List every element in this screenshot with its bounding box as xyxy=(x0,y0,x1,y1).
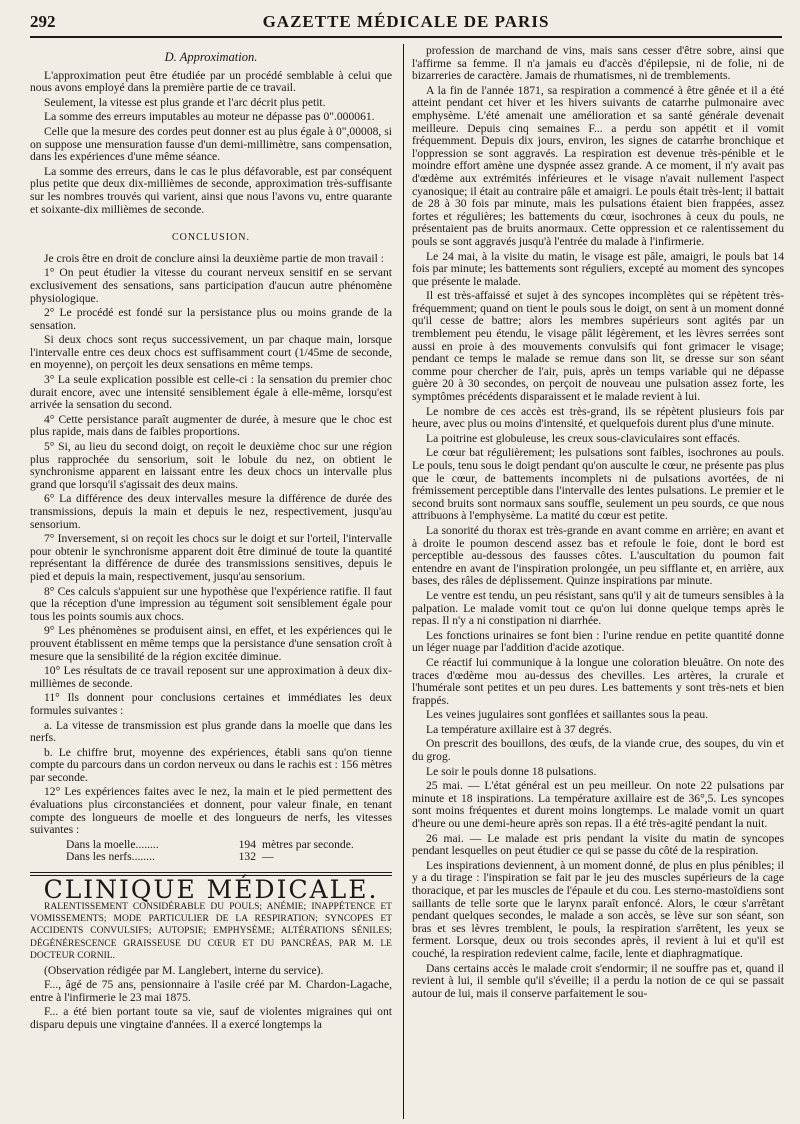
conclusion-paragraph: 1° On peut étudier la vitesse du courant nerveux sensitif en se servant exclusivement des sensations, sans participation d'aucun autre phénomène physiologique. xyxy=(30,266,392,305)
speed-label: Dans la moelle........ xyxy=(66,837,159,851)
intro-paragraph: La somme des erreurs, dans le cas le plus défavorable, est par conséquent plus petite que deux dix-millièmes de seconde, approximation très-suffisante sur les nombres trouvés qui varient, ainsi que nous l'avons vu, entre quarante et soixante-dix millièmes de seconde. xyxy=(30,164,392,216)
case-paragraph: Dans certains accès le malade croit s'endormir; il ne souffre pas et, quand il revient à lui, il semble qu'il s'éveille; il a perdu la notion de ce qui se passait autour de lui, mais il conserve parfaitement le sou- xyxy=(412,961,784,1000)
conclusion-paragraph: a. La vitesse de transmission est plus grande dans la moelle que dans les nerfs. xyxy=(30,718,392,745)
right-column xyxy=(412,45,784,1121)
right-column-text xyxy=(412,45,784,1000)
conclusion-paragraph: 3° La seule explication possible est celle-ci : la sensation du premier choc durait encore, avec une intensité sensiblement égale à elle-même, lorsqu'est arrivée la sensation du second. xyxy=(30,373,392,412)
case-paragraph: 25 mai. — L'état général est un peu meilleur. On note 22 pulsations par minute et 18 inspirations. La température axillaire est de 36°,5. Les syncopes sont moins fréquentes et durent moins longtemps. Le malade vomit un quart d'heure ou une demi-heure après son repas. Il a été très-agité pendant la nuit. xyxy=(412,779,784,831)
speed-table xyxy=(30,839,392,864)
case-paragraph: On prescrit des bouillons, des œufs, de la viande crue, des soupes, du vin et du grog. xyxy=(412,737,784,764)
case-paragraph: Les fonctions urinaires se font bien : l'urine rendue en petite quantité donne un léger nuage par l'addition d'acide azotique. xyxy=(412,628,784,655)
case-paragraph: F..., âgé de 75 ans, pensionnaire à l'asile créé par M. Chardon-Lagache, entre à l'infirmerie le 23 mai 1875. xyxy=(30,978,392,1004)
left-column xyxy=(30,45,392,1121)
intro-paragraph: L'approximation peut être étudiée par un procédé semblable à celui que nous avons employé dans la première partie de ce travail. xyxy=(30,68,392,95)
conclusion-paragraph: 4° Cette persistance paraît augmenter de durée, à mesure que le choc est plus rapide, mais dans de faibles proportions. xyxy=(30,412,392,439)
clinique-title: CLINIQUE MÉDICALE. xyxy=(43,875,379,905)
conclusion-paragraph: 11° Ils donnent pour conclusions certaines et immédiates les deux formules suivantes : xyxy=(30,691,392,717)
case-paragraph: 26 mai. — Le malade est pris pendant la visite du matin de syncopes pendant lesquelles on peut étudier ce qui se passe du côté de la respiration. xyxy=(412,831,784,858)
case-paragraph: Les inspirations deviennent, à un moment donné, de plus en plus pénibles; il y a du tirage : l'inspiration se fait par le jeu des muscles supérieurs de la cage thoracique, et par les muscles de l'épaule et du cou. Les sterno-mastoïdiens sont saillants de telle sorte que le larynx paraît enfoncé. Alors, le cœur s'arrêtant pendant quelques secondes, le malade a son accès, se lève sur son séant, son bras et ses lèvres tremblent, le pouls, la respiration s'arrêtent, les yeux se ferment. Lorsque, deux ou trois secondes après, il revient à lui et qu'il est couché, la respiration redevient calme, facile, lente et diaphragmatique. xyxy=(412,858,784,960)
case-paragraph: La température axillaire est à 37 degrés. xyxy=(426,722,612,736)
conclusion-paragraph: 8° Ces calculs s'appuient sur une hypothèse que l'expérience ratifie. Il faut que la réception d'une impression au tégument soit sensiblement égale pour tous les points soumis aux chocs. xyxy=(30,584,392,623)
case-paragraph: A la fin de l'année 1871, sa respiration a commencé à être gênée et il a été atteint pendant cet hiver et les hivers suivants de catarrhe pulmonaire avec emphysème. L'été amenait une amélioration et sa santé générale devenait meilleure. Depuis cinq semaines F... a perdu son appétit et il vomit fréquemment. Depuis dix jours, environ, les signes de catarrhe bronchique et l'oppression se sont aggravés. La respiration est devenue très-pénible et le moindre effort amène une dyspnée assez grande. A ce moment, il n'y avait pas d'œdème aux extrémités inférieures et le visage n'avait nullement l'aspect cyanosique; il était au contraire pâle et amaigri. Le pouls était très-lent; il battait de 28 à 30 fois par minute, mais les pulsations étaient bien frappées, assez fortes et régulières; les battements du cœur, isochrones à ceux du pouls, ne présentaient pas de bruits anormaux. Cette oppression et ce ralentissement du pouls se sont aggravés jusqu'à l'entrée du malade à l'infirmerie. xyxy=(412,83,784,248)
case-paragraph: Ce réactif lui communique à la longue une coloration bleuâtre. On note des traces d'œdème mou au-dessus des chevilles. Les artères, la crurale et l'humérale sont petites et un peu dures. Les battements y sont très-nets et bien frappés. xyxy=(412,655,784,707)
page-number: 292 xyxy=(30,12,56,31)
intro-paragraph: Celle que la mesure des cordes peut donner est au plus égale à 0",00008, si on suppose une mensuration fausse d'un demi-millimètre, sans compensation, dans les expériences d'une même séance. xyxy=(30,124,392,164)
case-text xyxy=(30,979,392,1031)
conclusion-heading: CONCLUSION. xyxy=(172,232,250,244)
conclusion-paragraph: 2° Le procédé est fondé sur la persistance plus ou moins grande de la sensation. xyxy=(30,306,392,332)
clinique-subtitle: RALENTISSEMENT CONSIDÉRABLE DU POULS; ANÉMIE; INAPPÉTENCE ET VOMISSEMENTS; MODE PARTICULIER DE LA RESPIRATION; SYNCOPES ET ACCIDENTS CONVULSIFS; AUTOPSIE; EMPHYSÈME; ALTÉRATIONS SÉNILES; DÉGÉNÉRESCENCE GRAISSEUSE DU CŒUR ET DU PANCRÉAS, PAR M. LE DOCTEUR CORNIL. xyxy=(30,901,392,962)
case-paragraph: Le 24 mai, à la visite du matin, le visage est pâle, amaigri, le pouls bat 14 fois par minute; les battements sont réguliers, excepté au moment des syncopes que présente le malade. xyxy=(412,249,784,288)
column-divider xyxy=(403,44,404,1119)
case-paragraph: Il est très-affaissé et sujet à des syncopes incomplètes qui se répètent très-fréquemment; quand on tient le pouls sous le doigt, on sent à un moment donné qu'il cesse de battre; alors les membres supérieurs sont agités par un tremblement peu étendu, le visage pâlit légèrement, et les lèvres serrées sont aussi en proie à des mouvements convulsifs qui font grimacer le visage; pendant ce temps le malade se remue dans son lit, se dresse sur son séant comme pour chercher de l'air, puis, après un temps variable qui ne dépasse guère 20 à 30 secondes, on perçoit de nouveau une pulsation assez forte, les symptômes précédents disparaissent et le malade revient à lui. xyxy=(412,289,784,404)
speed-row xyxy=(30,851,392,864)
conclusion-paragraph: Je crois être en droit de conclure ainsi la deuxième partie de mon travail : xyxy=(44,251,384,265)
section-rule xyxy=(30,872,392,873)
conclusion-paragraph: 12° Les expériences faites avec le nez, la main et le pied permettent des évaluations plus circonstanciées et donnent, pour valeur finale, en tenant compte des longueurs de moelle et des longueurs de nerfs, les vitesses suivantes : xyxy=(30,785,392,837)
intro-paragraph: Seulement, la vitesse est plus grande et l'arc décrit plus petit. xyxy=(44,95,326,109)
case-paragraph: profession de marchand de vins, mais sans cesser d'être sobre, ainsi que l'affirme sa femme. Il n'a jamais eu d'accès d'épilepsie, ni de folie, ni de bizarreries de caractère. Jamais de rhumatismes, ni de tremblements. xyxy=(412,45,784,83)
case-paragraph: La sonorité du thorax est très-grande en avant comme en arrière; en avant et à droite le poumon descend assez bas et refoule le foie, dont le bord est perceptible au-dessous des fausses côtes. L'auscultation du poumon fait entendre en avant de l'inspiration prolongée, un peu sifflante et, en arrière, aux bases, des râles de déplissement. Quinze inspirations par minute. xyxy=(412,523,784,588)
conclusion-paragraph: b. Le chiffre brut, moyenne des expériences, établi sans qu'on tienne compte du parcours dans un cordon nerveux ou dans le rachis est : 156 mètres par seconde. xyxy=(30,745,392,784)
conclusion-paragraph: 6° La différence des deux intervalles mesure la différence de durée des transmissions, depuis la main et depuis le nez, respectivement, jusqu'au sensorium. xyxy=(30,492,392,531)
section-title: D. Approximation. xyxy=(164,50,258,64)
conclusion-text xyxy=(30,253,392,837)
page-header xyxy=(30,12,782,38)
speed-label: Dans les nerfs........ xyxy=(66,850,155,864)
case-paragraph: Le nombre de ces accès est très-grand, ils se répètent plusieurs fois par heure, avec plus ou moins d'intensité, et quelquefois durent plus d'une minute. xyxy=(412,404,784,431)
speed-unit: — xyxy=(262,850,274,864)
conclusion-paragraph: 5° Si, au lieu du second doigt, on reçoit le deuxième choc sur une région plus rapprochée du sensorium, soit le lobule du nez, on obtient le synchronisme apparent en laissant entre les deux chocs un intervalle plus grand que lorsqu'il s'agissait des deux mains. xyxy=(30,440,392,491)
observation-credit: (Observation rédigée par M. Langlebert, interne du service). xyxy=(44,963,324,977)
conclusion-paragraph: Si deux chocs sont reçus successivement, un par chaque main, lorsque l'intervalle entre ces deux chocs est suffisamment court (1/45me de seconde, en moyenne), on perçoit les deux sensations en même temps. xyxy=(30,333,392,372)
case-paragraph: Le ventre est tendu, un peu résistant, sans qu'il y ait de tumeurs sensibles à la palpation. Le malade vomit tout ce qu'on lui donne quelque temps après le repas. Il n'y a ni constipation ni diarrhée. xyxy=(412,588,784,628)
speed-value: 194 xyxy=(238,837,256,851)
case-paragraph: Le cœur bat régulièrement; les pulsations sont faibles, isochrones au pouls. Le pouls, tenu sous le doigt pendant qu'on ausculte le cœur, ne présente pas plus que le cœur, de battements incomplets ni de pulsations avortées, de ni frémissement perceptible dans l'intervalle des lentes pulsations. Le premier et le second bruits sont normaux sans souffle, seulement un peu sourds, ce que nous attribuons à l'emphysème. La matité du cœur est petite. xyxy=(412,446,784,523)
intro-paragraph: La somme des erreurs imputables au moteur ne dépasse pas 0".000061. xyxy=(44,110,375,124)
speed-unit: mètres par seconde. xyxy=(262,837,354,851)
conclusion-paragraph: 9° Les phénomènes se produisent ainsi, en effet, et les expériences qui le prouvent établissent en même temps que la persistance d'une sensation croît à mesure que la sensibilité de la région excitée diminue. xyxy=(30,624,392,663)
journal-title: GAZETTE MÉDICALE DE PARIS xyxy=(262,12,550,31)
conclusion-paragraph: 7° Inversement, si on reçoit les chocs sur le doigt et sur l'orteil, l'intervalle pour obtenir le synchronisme apparent doit être diminué de toute la quantité représentant la différence de durée des transmissions sensitives, depuis le pied et depuis la main, respectivement, jusqu'au sensorium. xyxy=(30,532,392,583)
case-paragraph: F... a été bien portant toute sa vie, sauf de violentes migraines qui ont disparu depuis une vingtaine d'années. Il a exercé longtemps la xyxy=(30,1005,392,1032)
case-paragraph: La poitrine est globuleuse, les creux sous-claviculaires sont effacés. xyxy=(426,431,740,445)
case-paragraph: Le soir le pouls donne 18 pulsations. xyxy=(426,764,597,778)
speed-value: 132 xyxy=(238,850,256,864)
case-paragraph: Les veines jugulaires sont gonflées et saillantes sous la peau. xyxy=(426,708,709,722)
intro-text xyxy=(30,70,392,217)
conclusion-paragraph: 10° Les résultats de ce travail reposent sur une approximation à deux dix-millièmes de seconde. xyxy=(30,664,392,690)
